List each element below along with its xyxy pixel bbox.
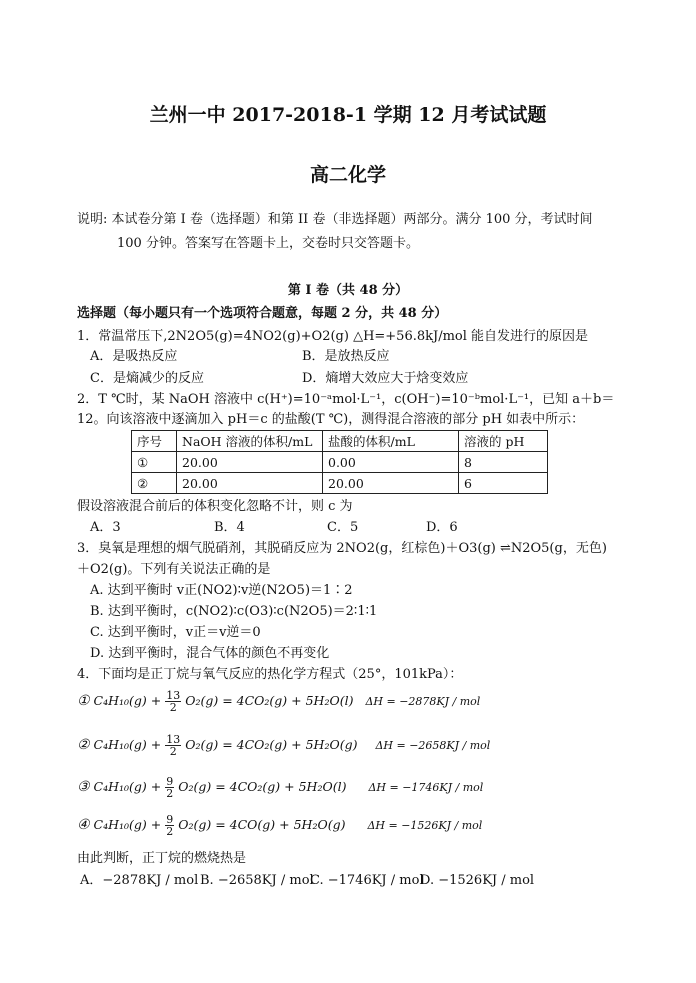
q1-option-b: B．是放热反应 (302, 349, 390, 364)
equation-rhs: O₂(g) = 4CO(g) + 5H₂O(g) (178, 817, 346, 832)
instructions-line1: 说明: 本试卷分第 I 卷（选择题）和第 II 卷（非选择题）两部分。满分 100 分，考试时间 (77, 212, 593, 227)
q4-stem: 4．下面均是正丁烷与氧气反应的热化学方程式（25°，101kPa）： (77, 667, 463, 682)
table-cell: ② (132, 473, 177, 494)
q3-option-a: A. 达到平衡时 v正(NO2)∶v逆(N2O5)＝1∶2 (90, 583, 353, 598)
coefficient-fraction (165, 734, 181, 757)
q3-stem-line2: ＋O2(g)。下列有关说法正确的是 (77, 562, 271, 577)
enthalpy-change: ΔH = −1526KJ / mol (367, 819, 483, 832)
fraction-denominator: 2 (166, 825, 174, 838)
section-heading: 选择题（每小题只有一个选项符合题意，每题 2 分，共 48 分） (77, 306, 448, 321)
table-header-cell: NaOH 溶液的体积/mL (177, 431, 323, 452)
equation-rhs: O₂(g) = 4CO₂(g) + 5H₂O(l) (178, 779, 347, 794)
q4-option-a: A．−2878KJ / mol (80, 873, 199, 888)
q3-option-d: D. 达到平衡时，混合气体的颜色不再变化 (90, 646, 330, 661)
fraction-numerator: 13 (166, 733, 181, 746)
table-header-row (132, 431, 548, 452)
q4-equation-2 (77, 734, 490, 757)
section-title: 第 I 卷（共 48 分） (287, 283, 409, 298)
q3-option-b: B. 达到平衡时，c(NO2)∶c(O3)∶c(N2O5)＝2∶1∶1 (90, 604, 378, 619)
fraction-denominator: 2 (169, 745, 177, 758)
q3-stem-line1: 3．臭氧是理想的烟气脱硝剂，其脱硝反应为 2NO2(g，红棕色)＋O3(g) ⇌N2O5(g，无色) (77, 541, 607, 556)
table-cell: 6 (459, 473, 548, 494)
table-cell: 20.00 (177, 473, 323, 494)
subject-title: 高二化学 (309, 164, 386, 186)
q4-equation-1 (77, 690, 480, 713)
enthalpy-change: ΔH = −2878KJ / mol (365, 695, 481, 708)
coefficient-fraction (165, 776, 174, 799)
q4-option-b: B. −2658KJ / mol (200, 873, 314, 888)
page-title: 兰州一中 2017-2018-1 学期 12 月考试试题 (149, 104, 547, 126)
q2-option-c: C．5 (327, 520, 359, 535)
table-header-cell: 溶液的 pH (459, 431, 548, 452)
fraction-denominator: 2 (169, 701, 177, 714)
q2-stem-line2: 12。向该溶液中逐滴加入 pH＝c 的盐酸(T ℃)，测得混合溶液的部分 pH 如表中所示： (77, 412, 585, 427)
equation-number: ④ (77, 817, 90, 833)
q2-after-table: 假设溶液混合前后的体积变化忽略不计，则 c 为 (77, 499, 353, 514)
table-cell: 0.00 (323, 452, 459, 473)
enthalpy-change: ΔH = −2658KJ / mol (375, 739, 491, 752)
equation-number: ① (77, 693, 90, 709)
q2-option-d: D．6 (426, 520, 458, 535)
q2-option-a: A．3 (90, 520, 121, 535)
q4-equation-3 (77, 776, 483, 799)
q3-option-c: C. 达到平衡时，v正＝v逆＝0 (90, 625, 261, 640)
enthalpy-change: ΔH = −1746KJ / mol (368, 781, 484, 794)
table-cell: ① (132, 452, 177, 473)
q2-option-b: B．4 (214, 520, 245, 535)
table-cell: 20.00 (177, 452, 323, 473)
fraction-numerator: 9 (166, 775, 174, 788)
equation-lhs: C₄H₁₀(g) + (93, 817, 162, 832)
fraction-denominator: 2 (166, 787, 174, 800)
equation-lhs: C₄H₁₀(g) + (93, 693, 162, 708)
equation-rhs: O₂(g) = 4CO₂(g) + 5H₂O(l) (185, 693, 354, 708)
equation-number: ③ (77, 779, 90, 795)
table-cell: 20.00 (323, 473, 459, 494)
table-cell: 8 (459, 452, 548, 473)
q1-option-a: A．是吸热反应 (90, 349, 178, 364)
table-row (132, 452, 548, 473)
fraction-numerator: 9 (166, 813, 174, 826)
equation-lhs: C₄H₁₀(g) + (93, 779, 162, 794)
equation-lhs: C₄H₁₀(g) + (93, 737, 162, 752)
coefficient-fraction (165, 690, 181, 713)
instructions-line2: 100 分钟。答案写在答题卡上，交卷时只交答题卡。 (117, 236, 419, 251)
q4-equation-4 (77, 814, 482, 837)
table-header-cell: 盐酸的体积/mL (323, 431, 459, 452)
equation-number: ② (77, 737, 90, 753)
table-row (132, 473, 548, 494)
q1-option-d: D．熵增大效应大于焓变效应 (302, 371, 469, 386)
q1-option-c: C．是熵减少的反应 (90, 371, 204, 386)
q1-stem: 1．常温常压下,2N2O5(g)=4NO2(g)+O2(g) △H=+56.8kJ/mol 能自发进行的原因是 (77, 329, 589, 344)
table-header-cell: 序号 (132, 431, 177, 452)
q2-stem-line1: 2．T ℃时，某 NaOH 溶液中 c(H⁺)=10⁻ᵃmol·L⁻¹，c(OH⁻)=10⁻ᵇmol·L⁻¹，已知 a＋b＝ (77, 392, 615, 407)
q4-option-c: C. −1746KJ / mol (310, 873, 424, 888)
q2-table (131, 430, 548, 494)
fraction-numerator: 13 (166, 689, 181, 702)
coefficient-fraction (165, 814, 174, 837)
q4-after-equations: 由此判断，正丁烷的燃烧热是 (77, 851, 247, 866)
q4-option-d: D. −1526KJ / mol (420, 873, 535, 888)
equation-rhs: O₂(g) = 4CO₂(g) + 5H₂O(g) (185, 737, 358, 752)
